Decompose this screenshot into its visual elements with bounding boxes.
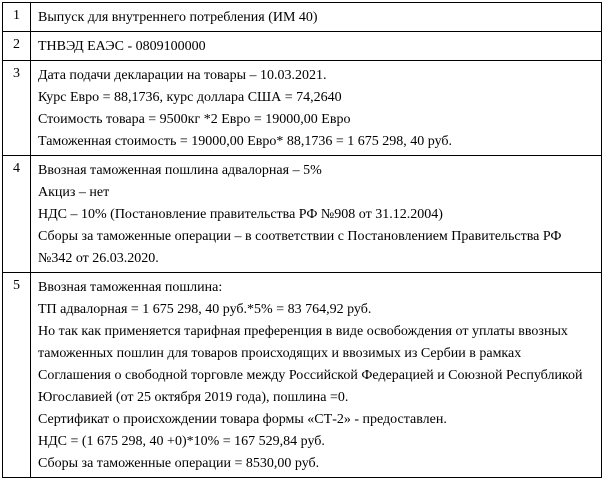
text-line: Соглашения о свободной торговле между Российской Федерацией и Союзной Республикой (38, 368, 583, 383)
row-content (31, 3, 602, 32)
document-table-body (3, 3, 602, 478)
text-line: Выпуск для внутреннего потребления (ИМ 40) (38, 10, 318, 25)
text-line: Но так как применяется тарифная преференция в виде освобождения от уплаты ввозных (38, 324, 568, 339)
text-line: НДС – 10% (Постановление правительства РФ №908 от 31.12.2004) (38, 207, 443, 222)
text-line: Ввозная таможенная пошлина: (38, 280, 223, 295)
row-content (31, 61, 602, 156)
row-number: 1 (3, 3, 31, 32)
text-line: Таможенная стоимость = 19000,00 Евро* 88,1736 = 1 675 298, 40 руб. (38, 134, 453, 149)
row-number: 3 (3, 61, 31, 156)
text-line: ТП адвалорная = 1 675 298, 40 руб.*5% = 83 764,92 руб. (38, 302, 372, 317)
text-line: Сборы за таможенные операции – в соответствии с Постановлением Правительства РФ (38, 229, 562, 244)
table-row (3, 32, 602, 61)
table-row (3, 3, 602, 32)
text-line: ТНВЭД ЕАЭС - 0809100000 (38, 39, 206, 54)
text-line: таможенных пошлин для товаров происходящих и ввозимых из Сербии в рамках (38, 346, 522, 361)
row-number: 4 (3, 156, 31, 273)
text-line: Стоимость товара = 9500кг *2 Евро = 19000,00 Евро (38, 112, 351, 127)
table-row (3, 61, 602, 156)
text-line: Акциз – нет (38, 185, 110, 200)
text-line: Сборы за таможенные операции = 8530,00 руб. (38, 456, 320, 471)
row-content (31, 156, 602, 273)
row-number: 5 (3, 273, 31, 478)
row-content (31, 273, 602, 478)
row-number: 2 (3, 32, 31, 61)
text-line: НДС = (1 675 298, 40 +0)*10% = 167 529,84 руб. (38, 434, 325, 449)
text-line: Курс Евро = 88,1736, курс доллара США = 74,2640 (38, 90, 342, 105)
text-line: Сертификат о происхождении товара формы «СТ-2» - предоставлен. (38, 412, 447, 427)
table-row (3, 156, 602, 273)
document-table (2, 2, 602, 478)
row-content (31, 32, 602, 61)
text-line: Дата подачи декларации на товары – 10.03.2021. (38, 68, 327, 83)
text-line: Югославией (от 25 октября 2019 года), пошлина =0. (38, 390, 349, 405)
table-row (3, 273, 602, 478)
text-line: Ввозная таможенная пошлина адвалорная – 5% (38, 163, 322, 178)
text-line: №342 от 26.03.2020. (38, 251, 159, 266)
